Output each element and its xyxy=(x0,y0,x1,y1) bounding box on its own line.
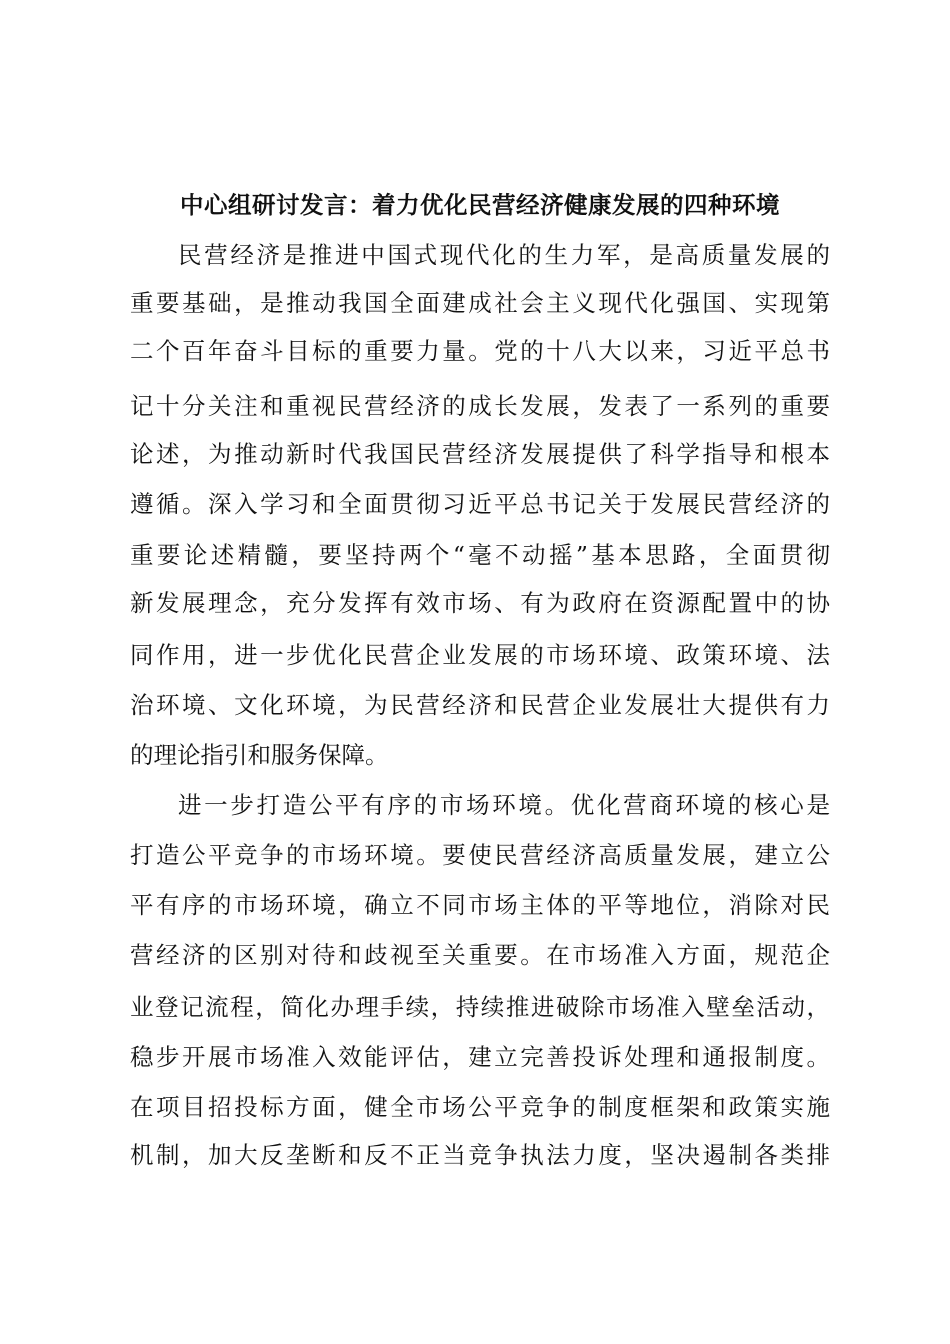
paragraph-2-line: 营经济的区别对待和歧视至关重要。在市场准入方面，规范企 xyxy=(130,941,830,969)
paragraph-2-line: 在项目招投标方面，健全市场公平竞争的制度框架和政策实施 xyxy=(130,1093,830,1121)
paragraph-1-line: 重要论述精髓，要坚持两个“毫不动摇”基本思路，全面贯彻 xyxy=(130,541,830,569)
paragraph-1-line: 重要基础，是推动我国全面建成社会主义现代化强国、实现第 xyxy=(130,289,830,317)
paragraph-2-line: 稳步开展市场准入效能评估，建立完善投诉处理和通报制度。 xyxy=(130,1043,830,1071)
paragraph-1-line: 新发展理念，充分发挥有效市场、有为政府在资源配置中的协 xyxy=(130,589,830,617)
document-title: 中心组研讨发言：着力优化民营经济健康发展的四种环境 xyxy=(180,191,780,219)
paragraph-1-line: 记十分关注和重视民营经济的成长发展，发表了一系列的重要 xyxy=(130,392,830,420)
paragraph-1-line: 民营经济是推进中国式现代化的生力军，是高质量发展的 xyxy=(178,241,830,269)
paragraph-1-line: 同作用，进一步优化民营企业发展的市场环境、政策环境、法 xyxy=(130,641,830,669)
paragraph-2-line: 打造公平竞争的市场环境。要使民营经济高质量发展，建立公 xyxy=(130,841,830,869)
paragraph-2-line: 进一步打造公平有序的市场环境。优化营商环境的核心是 xyxy=(178,791,830,819)
paragraph-1-line: 的理论指引和服务保障。 xyxy=(130,741,389,769)
paragraph-1-line: 治环境、文化环境，为民营经济和民营企业发展壮大提供有力 xyxy=(130,691,830,719)
paragraph-2-line: 平有序的市场环境，确立不同市场主体的平等地位，消除对民 xyxy=(130,891,830,919)
paragraph-1-line: 二个百年奋斗目标的重要力量。党的十八大以来，习近平总书 xyxy=(130,337,830,365)
paragraph-2-line: 机制，加大反垄断和反不正当竞争执法力度，坚决遏制各类排 xyxy=(130,1141,830,1169)
paragraph-2-line: 业登记流程，简化办理手续，持续推进破除市场准入壁垒活动， xyxy=(130,993,830,1021)
paragraph-1-line: 论述，为推动新时代我国民营经济发展提供了科学指导和根本 xyxy=(130,440,830,468)
paragraph-1-line: 遵循。深入学习和全面贯彻习近平总书记关于发展民营经济的 xyxy=(130,490,830,518)
